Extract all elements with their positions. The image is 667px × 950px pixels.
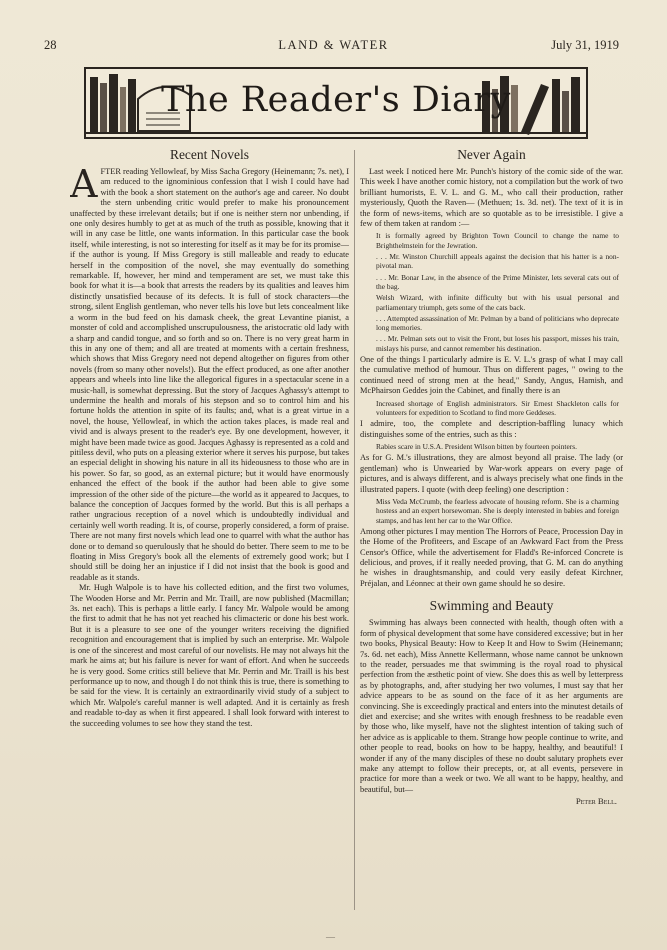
swimming-heading: Swimming and Beauty xyxy=(429,598,554,614)
banner-title: The Reader's Diary xyxy=(161,80,511,120)
quote-item: . . . Mr. Bonar Law, in the absence of the Prime Minister, lets several cats out of the bag. xyxy=(376,272,619,291)
drop-cap: A xyxy=(70,162,98,206)
author-signature: Peter Bell. xyxy=(575,796,617,807)
never-again-paragraph-2: One of the things I particularly admire is E. V. L.'s grasp of what I may call the cumulative method of humour. Thus on different pages, " owing to the continued need of strong men at the head," Sandy, Angus, Hamish, and McPhairson Geddes join the Cabinet, and finally there is an xyxy=(360,355,623,396)
never-again-paragraph-5: Among other pictures I may mention The Horrors of Peace, Procession Day in the Home of the Profiteers, and Escape of an Awkward Fact from the Press Censor's Office, while the advertisement for Fladd's Re-inforced Concrete is delicious, and proves, if it really needed proving, that G. M. can do anything he wishes in draughtsmanship, and could very easily defeat Kirchner, Préjalan, and Léonnec at their own game should he so desire. xyxy=(360,526,623,588)
quote-item: . . . Attempted assassination of Mr. Pelman by a band of politicians who deprecate long memories. xyxy=(376,313,619,333)
running-header xyxy=(0,38,667,56)
never-again-paragraph-3: I admire, too, the complete and description-baffling lunacy which distinguishes some of the entries, such as this : xyxy=(360,419,623,439)
never-again-heading: Never Again xyxy=(457,147,526,162)
quote-item: It is formally agreed by Brighton Town Council to change the name to Brighthelmstein for the Jewration. xyxy=(376,231,619,250)
recent-novels-paragraph-1: FTER reading Yellowleaf, by Miss Sacha Gregory (Heinemann; 7s. net), I am reduced to the ignominious confession that I wish I could have had with the book a short statement on the author's age and career. No doubt the stern unbending critic would prefer to make his pronouncement unaffected by these irrelevant details; but if one is neither stern nor unbending, if one only desires humbly to get at as much of the truth as possible, knowing that it will in any case be little, one wants information. In this particular case the book itself, while interesting, is not so interesting for itself as it may be for its promise—if the author is young. If Miss Gregory is still malleable and ready to educate herself in the composition of the novel, she may eventually do something remarkable. If, however, her mind and temperament are set, we must take this book for what it is—a book that arrests the readers by its qualities and leaves him distinctly unsatisfied because of its defects. It is full of stock characters—the strong, silent English gentleman, who never tells his love but lets concealment like a worm in the bud feed on his damask cheek, the great Levantine pianist, a monster of cold and accomplished unscrupulousness, the aristocratic old lady with a sharp and candid tongue, and so forth and so on. There is no very great harm in this in any one of them; and all are treated at moments with a certain freshness, which shows that Miss Gregory need not depend altogether on figures from other novels (from so many other novels!). But the effect produced, as one after another appears and wheels into line like the allegorical figures in a spectacular scene in a music-hall, is somewhat depressing. But the story of Jacques Aghassy's attempt to undermine the health and morals of his stepson and so to control him and his fortune holds the attention in spite of its faults; and, what is a great virtue in a novel, the house, Yellowleaf, in which the action takes places, is made real and vivid and is always present to the reader's eye. By one development, however, it might have been made twice as good. Jacques Aghassy is represented as a cold and pitiless devil, who puts on a pleasing exterior where it serves his purpose, but takes an especial delight in showing his nature in all its hideousness to those who are in his power. So far, so good, as an external picture; but it would have enormously enhanced the effect of the book if the author had been able to give some impression of the other side of the picture—the world as it appeared to Jacques, to balance the conception of Jacques formed by the world. But this is all perhaps a rather ungracious reception of a novel which is undoubtedly individual and certainly well worth reading. It is, of course, properly considered, a form of praise. There are not many first novels which lead one to quarrel with what the author has done or to demand so querulously that he should do better. There seem to me to be floating in Miss Gregory's book all the elements of extremely good work; but I should still be doing her an injustice if I did not insist that the book is good and readable as it stands. xyxy=(70,167,349,582)
column-divider xyxy=(354,150,355,910)
page-number: 28 xyxy=(44,38,57,52)
quote-item: Miss Veda McCrumb, the fearless advocate of housing reform. She is a charming hostess and an expert horsewoman. She is deeply interested in babies and foreign stamps, and has lent her car to the War Office. xyxy=(376,496,619,525)
right-column xyxy=(360,146,623,936)
footer-mark: — xyxy=(326,932,335,942)
recent-novels-heading: Recent Novels xyxy=(169,147,250,162)
never-again-paragraph-4: As for G. M.'s illustrations, they are almost beyond all praise. The lady (or gentleman) who is Unwearied by War-work appears on every page of pictures, and is always different, and is always precisely what one finds in the illustrated papers. I quote (with deep feeling) one description : xyxy=(360,453,623,494)
quote-item: Increased shortage of English administrators. Sir Ernest Shackleton calls for volunteers for expedition to Scotland to find more Geddeses. xyxy=(376,398,619,417)
quote-item: Welsh Wizard, with infinite difficulty but with his usual personal and parliamentary triumph, gets some of the cats back. xyxy=(376,293,619,312)
quote-item: Rabies scare in U.S.A. President Wilson bitten by fourteen pointers. xyxy=(376,442,577,452)
swimming-paragraph-1: Swimming has always been connected with health, though often with a form of physical development that some have considered excessive; but in her two books, Physical Beauty: How to Keep It and How to Swim (Heinemann; 7s. 6d. net each), Miss Annette Kellermann, whose name cannot be unknown to the reader, persuades me that swimming is the royal road to physical perfection from the æsthetic point of view. She does this as well by letterpress as by photographs, and, after studying her two volumes, I must say that her advice appears to be as sound on the face of it as her arguments are convincing. She is exceedingly practical and enters into the minutest details of diet and exercise; and she writes with enough freshness to be readable even by those who, like myself, have not the slightest intention of taking such of her advice as is applicable to them. Strange how people continue to write, and other people to read, books on how to be happy, healthy, and beautiful! I wonder if any of the many disciples of these no doubt salutary prophets ever make any attempt to follow their precepts, or, at all events, persevere in practice for more than a week or two. We all want to be happy, healthy, and beautiful, but— xyxy=(360,618,623,794)
publication-title: LAND & WATER xyxy=(278,38,389,52)
issue-date: July 31, 1919 xyxy=(551,38,619,52)
recent-novels-paragraph-2: Mr. Hugh Walpole is to have his collected edition, and the first two volumes, The Wooden Horse and Mr. Perrin and Mr. Traill, are now published (Macmillan; 3s. net each). This is perhaps a little early. I fancy Mr. Walpole would be among the first to admit that he has not yet reached his climacteric or done his best work. But it is a pleasure to see one of the younger writers receiving the dignified recognition and encouragement that is implied by such an enterprise. Mr. Walpole is one of the sincerest and most careful of our novelists. He may not always hit the mark he aims at; but his failure is never for want of effort. And when he succeeds he is very good. Some critics still believe that Mr. Perrin and Mr. Traill is his best performance up to now, and though I do not think this is true, there is something to be said for the view. It is certainly an extraordinarily vivid study of a subject to which Mr. Walpole's careful manner is well adapted. And it is certainly as fresh and readable to-day as when it first appeared. I shall look forward with interest to the succeeding volumes to see how they stand the test. xyxy=(70,583,349,728)
never-again-paragraph-1: Last week I noticed here Mr. Punch's history of the comic side of the war. This week I have another comic history, not a compilation but the work of two brilliant humorists, E. V. L. and G. M., who call their production, rather mysteriously, Quoth the Raven— (Methuen; 1s. 3d. net). The text of it is in the form of news-items, which are so quotable as to be irresistible. I give a few of them taken at random :— xyxy=(360,167,623,229)
section-banner xyxy=(84,67,588,139)
quote-item: . . . Mr. Pelman sets out to visit the Front, but loses his passport, misses his train, mislays his purse, and cannot remember his destination. xyxy=(376,334,619,353)
left-column xyxy=(70,146,349,936)
quote-item: . . . Mr. Winston Churchill appeals against the decision that his hatter is a non-pivotal man. xyxy=(376,252,619,271)
